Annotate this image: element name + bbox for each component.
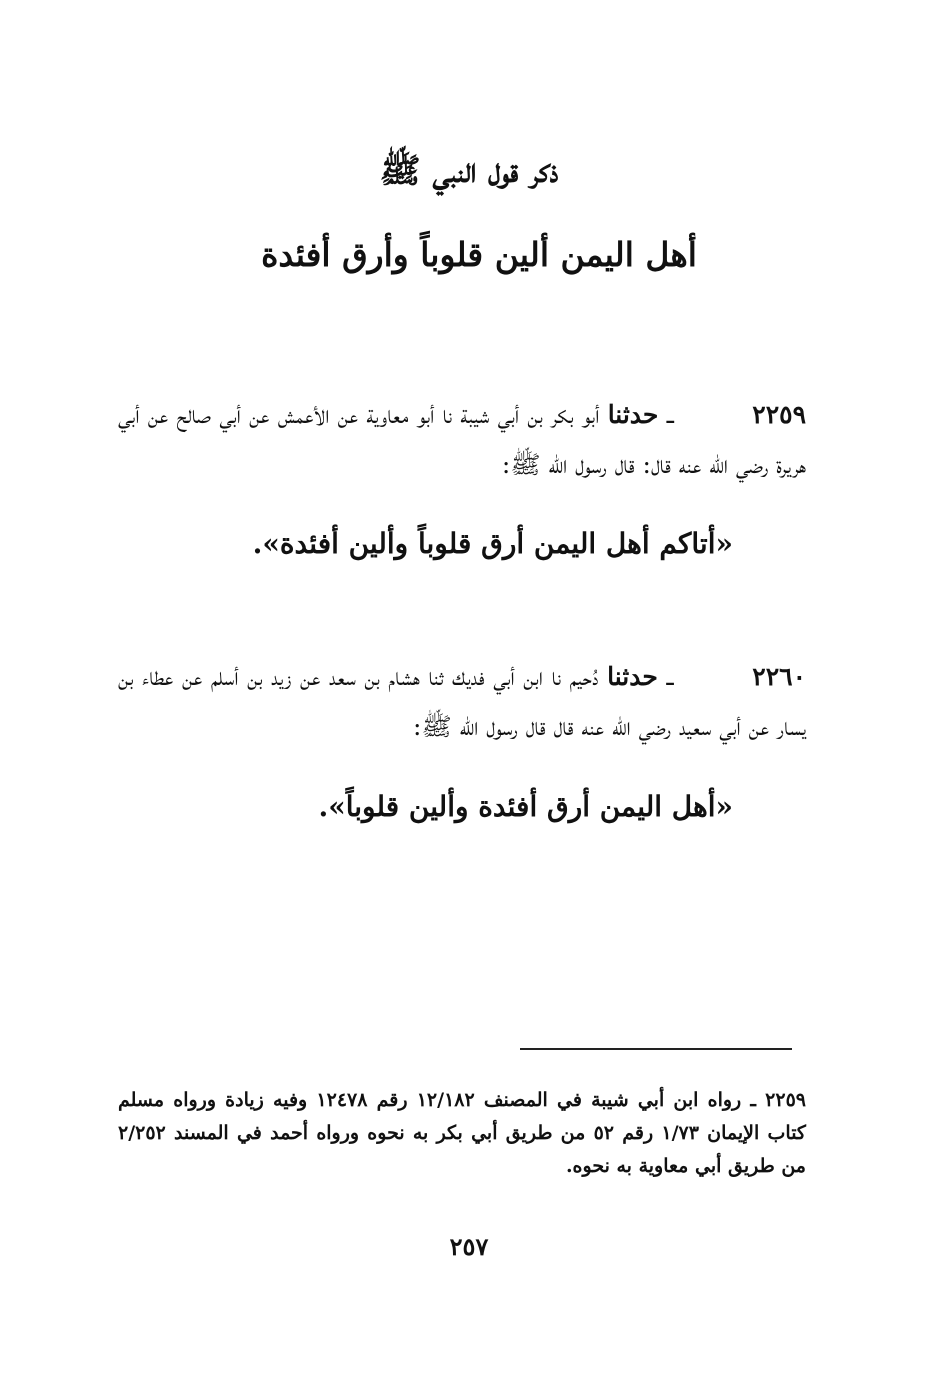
page-number: ٢٥٧ (449, 1232, 489, 1261)
hadith-2259: ٢٢٥٩ ـ حدثنا أبو بكر بن أبي شيبة نا أبو معاوية عن الأعمش عن أبي صالح عن أبي هريرة رضي الله عنه قال: قال رسول الله ﷺ: (118, 400, 807, 479)
hadith-isnad-text: أبو بكر بن أبي شيبة نا أبو معاوية عن الأعمش عن أبي صالح عن أبي هريرة رضي الله عنه قال: قال رسول الله ﷺ: (118, 400, 806, 479)
chapter-subtitle: أهل اليمن ألين قلوباً وأرق أفئدة (261, 235, 697, 274)
hadith-number: ٢٢٦٠ (752, 662, 807, 691)
hadith-isnad-text: دُحيم نا ابن أبي فديك ثنا هشام بن سعد عن زيد بن أسلم عن عطاء بن يسار عن أبي سعيد رضي الله عنه قال قال رسول الله ﷺ: (118, 662, 806, 741)
chapter-title: ذكر قول النبي ﷺ (379, 151, 559, 191)
hadith-2260: ٢٢٦٠ ـ حدثنا دُحيم نا ابن أبي فديك ثنا هشام بن سعد عن زيد بن أسلم عن عطاء بن يسار عن أبي سعيد رضي الله عنه قال قال رسول الله ﷺ: (118, 662, 807, 741)
hadith-2260-quote: «أهل اليمن أرق أفئدة وألين قلوباً». (318, 790, 733, 823)
hadith-lead-word: حدثنا (607, 400, 659, 429)
footnote: ٢٢٥٩ ـ رواه ابن أبي شيبة في المصنف ١٢/١٨٢ رقم ١٢٤٧٨ وفيه زيادة ورواه مسلم كتاب الإيمان ١/٧٣ رقم ٥٢ من طريق أبي بكر به نحوه ورواه أحمد في المسند ٢/٢٥٢ من طريق أبي معاوية به نحوه. (118, 1089, 806, 1177)
footnote-divider (520, 1048, 792, 1050)
hadith-number: ٢٢٥٩ (752, 400, 807, 429)
hadith-2259-quote: «أتاكم أهل اليمن أرق قلوباً وألين أفئدة». (252, 527, 733, 560)
hadith-lead-word: حدثنا (607, 662, 658, 691)
